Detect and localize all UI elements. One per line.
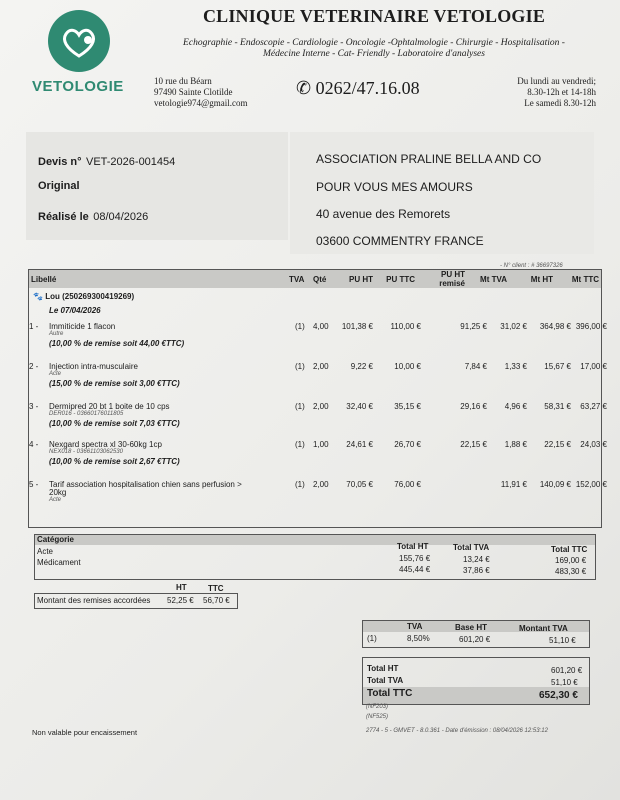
category-acte-ttc: 169,00 € — [555, 556, 587, 565]
nf203: (NF203) — [366, 704, 389, 710]
total-tva-value: 51,10 € — [551, 678, 578, 687]
animal-date: Le 07/04/2026 — [49, 306, 101, 315]
line-label-cont: 20kg — [49, 488, 67, 497]
quote-info — [26, 132, 288, 240]
footer-note: Non valable pour encaissement — [32, 728, 138, 737]
table-header — [29, 270, 601, 288]
line-label: Tarif association hospitalisation chien sans perfusion > — [49, 480, 242, 489]
line-number: 2 - — [29, 362, 39, 371]
client-info — [290, 132, 594, 254]
col-mt-tva: Mt TVA — [480, 274, 507, 284]
category-medicament-ttc: 483,30 € — [555, 567, 587, 576]
line-tva: (1) — [295, 480, 305, 489]
remises-ht: 52,25 € — [167, 596, 194, 605]
lines-table — [28, 269, 607, 528]
total-ht-label: Total HT — [367, 664, 399, 673]
category-acte-ht: 155,76 € — [399, 554, 431, 563]
logo-text: VETOLOGIE — [32, 78, 124, 95]
line-sub: Autre — [49, 331, 64, 337]
clinic-logo — [48, 10, 110, 72]
line-pu-ht: 9,22 € — [350, 362, 373, 371]
client-address: 40 avenue des Remorets — [316, 207, 451, 221]
line-mt-ttc: 17,00 € — [580, 362, 607, 371]
line-mt-tva: 4,96 € — [504, 402, 527, 411]
realise-date: 08/04/2026 — [93, 211, 149, 223]
line-mt-ttc: 63,27 € — [580, 402, 607, 411]
line-tva: (1) — [295, 402, 305, 411]
line-remise: (15,00 % de remise soit 3,00 €TTC) — [49, 379, 180, 388]
col-pu-ht: PU HT — [349, 274, 373, 284]
category-col-name: Catégorie — [37, 535, 74, 544]
line-pu-ht-remise: 91,25 € — [460, 322, 487, 331]
col-pu-ttc: PU TTC — [386, 274, 415, 284]
line-label: Injection intra-musculaire — [49, 362, 138, 371]
tva-amount: 51,10 € — [549, 636, 576, 645]
line-mt-tva: 1,33 € — [504, 362, 527, 371]
realise-label: Réalisé le — [38, 211, 89, 223]
line-pu-ttc: 76,00 € — [394, 480, 421, 489]
line-pu-ht-remise: 7,84 € — [464, 362, 487, 371]
category-header — [35, 535, 595, 545]
line-mt-ht: 364,98 € — [539, 322, 571, 331]
clinic-name: CLINIQUE VETERINAIRE VETOLOGIE — [202, 6, 546, 26]
line-remise: (10,00 % de remise soit 2,67 €TTC) — [49, 457, 180, 466]
line-tva: (1) — [295, 362, 305, 371]
line-pu-ttc: 10,00 € — [394, 362, 421, 371]
line-remise: (10,00 % de remise soit 44,00 €TTC) — [49, 339, 185, 348]
hours-line2: 8.30-12h et 14-18h — [527, 87, 596, 97]
client-city: 03600 COMMENTRY FRANCE — [316, 234, 484, 248]
tva-col-amount: Montant TVA — [519, 624, 568, 633]
software-info: 2774 - 5 - GMVET - 8.0.361 - Date d'émission : 08/04/2026 12:53:12 — [366, 728, 548, 734]
remises-col-ttc: TTC — [208, 584, 224, 593]
line-mt-ttc: 152,00 € — [575, 480, 607, 489]
remises-label: Montant des remises accordées — [37, 596, 151, 605]
line-pu-ht-remise: 29,16 € — [460, 402, 487, 411]
line-mt-ttc: 396,00 € — [575, 322, 607, 331]
line-label: Dermipred 20 bt 1 boite de 10 cps — [49, 402, 170, 411]
line-pu-ttc: 35,15 € — [394, 402, 421, 411]
client-line2: POUR VOUS MES AMOURS — [316, 180, 473, 194]
specialties-line1: Echographie - Endoscopie - Cardiologie - Oncologie -Ophtalmologie - Chirurgie - Hospitalisation - — [183, 38, 565, 48]
col-libelle: Libellé — [31, 274, 57, 284]
col-mt-ttc: Mt TTC — [571, 274, 599, 284]
animal-name: Lou (250269300419269) — [45, 292, 135, 301]
category-medicament: Médicament — [37, 558, 81, 567]
line-qte: 2,00 — [313, 362, 329, 371]
category-col-ttc: Total TTC — [551, 545, 588, 554]
line-mt-ht: 58,31 € — [544, 402, 571, 411]
line-pu-ht: 70,05 € — [346, 480, 373, 489]
category-medicament-ht: 445,44 € — [399, 565, 431, 574]
category-col-ht: Total HT — [397, 542, 429, 551]
hours-line3: Le samedi 8.30-12h — [524, 98, 596, 108]
line-sub: Acte — [49, 497, 62, 503]
nf525: (NF525) — [366, 714, 389, 720]
original-label: Original — [38, 180, 80, 192]
line-mt-ht: 22,15 € — [544, 440, 571, 449]
category-medicament-tva: 37,86 € — [463, 566, 490, 575]
total-ht-value: 601,20 € — [551, 666, 583, 675]
total-ttc-value: 652,30 € — [539, 690, 578, 701]
category-acte-tva: 13,24 € — [463, 555, 490, 564]
line-pu-ttc: 26,70 € — [394, 440, 421, 449]
address-line2: 97490 Sainte Clotilde — [154, 87, 233, 97]
line-pu-ht: 101,38 € — [341, 322, 373, 331]
total-ttc-label: Total TTC — [367, 688, 413, 699]
line-sub: NEX018 - 03661103062530 — [49, 449, 123, 455]
totals-box — [362, 657, 590, 705]
phone-number: 0262/47.16.08 — [315, 78, 420, 98]
paw-heart-icon — [48, 10, 110, 72]
col-mt-ht: Mt HT — [530, 274, 553, 284]
line-remise: (10,00 % de remise soit 7,03 €TTC) — [49, 419, 180, 428]
tva-col-rate: TVA — [407, 622, 423, 631]
line-pu-ht-remise: 22,15 € — [460, 440, 487, 449]
specialties — [158, 38, 590, 60]
line-number: 1 - — [29, 322, 39, 331]
line-number: 4 - — [29, 440, 39, 449]
realise-row — [38, 207, 148, 225]
category-table — [34, 534, 596, 580]
specialties-line2: Médecine Interne - Cat- Friendly - Laboratoire d'analyses — [263, 49, 485, 59]
tva-summary — [362, 620, 590, 648]
tva-code: (1) — [367, 634, 377, 643]
line-pu-ht: 32,40 € — [346, 402, 373, 411]
hours-line1: Du lundi au vendredi; — [517, 76, 596, 86]
line-number: 5 - — [29, 480, 39, 489]
line-mt-ht: 15,67 € — [544, 362, 571, 371]
line-pu-ht: 24,61 € — [346, 440, 373, 449]
line-sub: Acte — [49, 371, 62, 377]
client-number: - N° client : # 36697326 — [500, 263, 563, 269]
line-mt-tva: 11,91 € — [500, 480, 527, 489]
col-pu-ht-remise: PU HT remisé — [439, 270, 465, 288]
category-acte: Acte — [37, 547, 54, 556]
remises-col-ht: HT — [176, 583, 187, 592]
address-line1: 10 rue du Béarn — [154, 76, 212, 86]
line-mt-ttc: 24,03 € — [580, 440, 607, 449]
category-col-tva: Total TVA — [453, 543, 490, 552]
opening-hours — [470, 76, 596, 109]
line-qte: 2,00 — [313, 402, 329, 411]
remises-ttc: 56,70 € — [203, 596, 230, 605]
devis-label: Devis n° — [38, 156, 82, 168]
clinic-phone — [296, 78, 420, 99]
clinic-address — [154, 76, 248, 109]
animal-row — [33, 292, 134, 301]
client-name: ASSOCIATION PRALINE BELLA AND CO — [316, 152, 542, 166]
paw-icon: 🐾 — [33, 292, 43, 301]
line-label: Immiticide 1 flacon — [49, 322, 116, 331]
phone-icon: ✆ — [296, 78, 312, 98]
clinic-email: vetologie974@gmail.com — [154, 98, 248, 108]
line-number: 3 - — [29, 402, 39, 411]
line-mt-ht: 140,09 € — [539, 480, 571, 489]
line-mt-tva: 31,02 € — [500, 322, 527, 331]
line-qte: 4,00 — [313, 322, 329, 331]
total-tva-label: Total TVA — [367, 676, 404, 685]
col-tva: TVA — [289, 274, 305, 284]
remises-box — [34, 593, 238, 609]
line-label: Nexgard spectra xl 30-60kg 1cp — [49, 440, 162, 449]
line-qte: 1,00 — [313, 440, 329, 449]
tva-col-base: Base HT — [455, 623, 488, 632]
line-tva: (1) — [295, 322, 305, 331]
tva-base: 601,20 € — [459, 635, 491, 644]
col-qte: Qté — [313, 274, 327, 284]
line-mt-tva: 1,88 € — [504, 440, 527, 449]
line-qte: 2,00 — [313, 480, 329, 489]
line-pu-ttc: 110,00 € — [390, 322, 421, 331]
tva-rate: 8,50% — [407, 634, 430, 643]
devis-number: VET-2026-001454 — [85, 156, 176, 168]
devis-row — [38, 152, 175, 170]
line-sub: DER016 - 03660176011805 — [49, 411, 124, 417]
line-tva: (1) — [295, 440, 305, 449]
